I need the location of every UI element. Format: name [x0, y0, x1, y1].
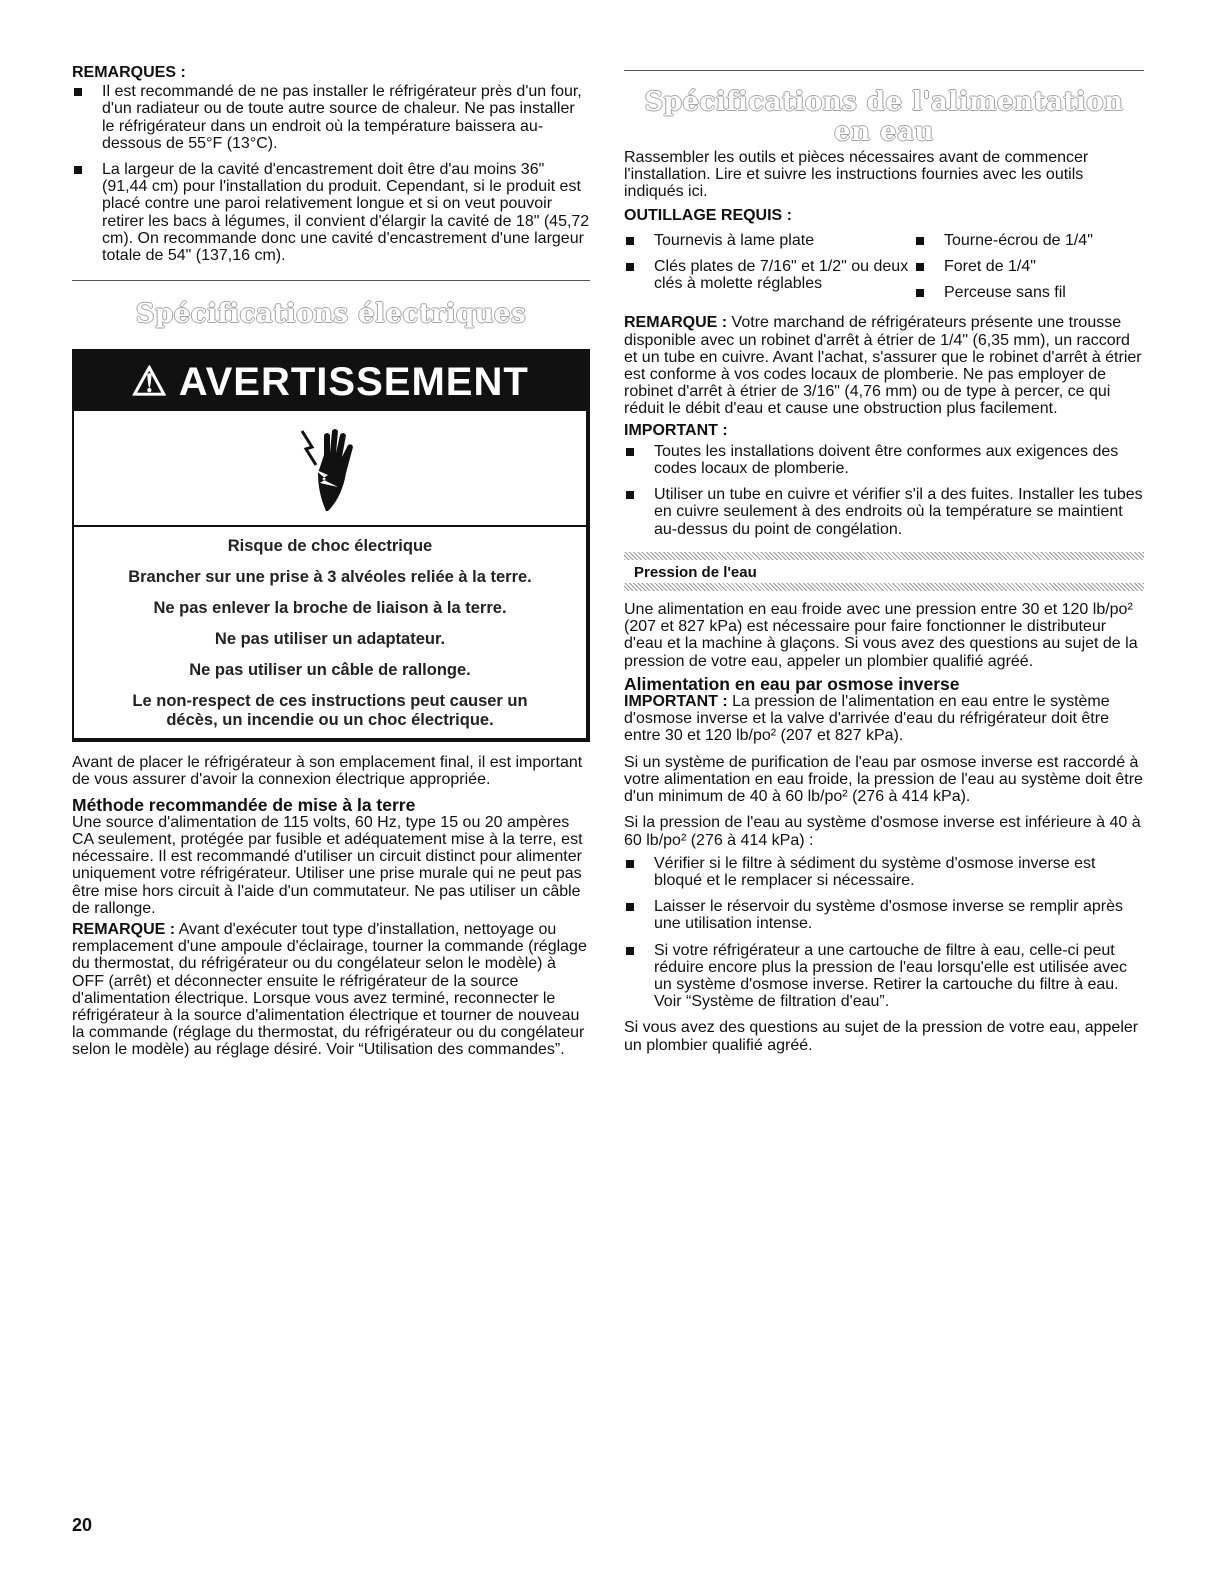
grounding-text: Une source d'alimentation de 115 volts, 60 Hz, type 15 ou 20 ampères CA seulement, protégée par fusible et adéquatement mise à la terre, est nécessaire. Il est recommandé d'utiliser un circuit distinct pour alimenter uniquement votre réfrigérateur. Utiliser une prise murale qui ne peut pas être mise hors circuit à l'aide d'un commutateur. Ne pas utiliser un câble de rallonge. [72, 813, 583, 917]
list-item: Perceuse sans fil [914, 284, 1144, 301]
grounding-heading: Méthode recommandée de mise à la terre [72, 794, 416, 815]
section-divider [624, 70, 1144, 71]
list-item: Tourne-écrou de 1/4" [914, 232, 1144, 249]
right-column [624, 64, 1144, 1054]
warning-header [74, 351, 586, 411]
hatch-divider [624, 583, 1144, 591]
osmose-important-label: IMPORTANT : [624, 693, 728, 711]
remarque-label: REMARQUE : [72, 921, 176, 939]
list-item: Vérifier si le filtre à sédiment du système d'osmose inverse est bloqué et le remplacer si nécessaire. [624, 855, 1144, 889]
electric-shock-icon [74, 411, 586, 527]
list-item: Il est recommandé de ne pas installer le réfrigérateur près d'un four, d'un radiateur ou de toute autre source de chaleur. Ne pas installer le réfrigérateur dans un endroit où la température baissera au-dessous de 55°F (13°C). [72, 83, 590, 152]
tools-label: OUTILLAGE REQUIS : [624, 206, 792, 224]
list-item: Laisser le réservoir du système d'osmose inverse se remplir après une utilisation intense. [624, 898, 1144, 932]
remarque-label: REMARQUE : [624, 314, 728, 332]
osmose-important-text: La pression de l'alimentation en eau entre le système d'osmose inverse et la valve d'arrivée d'eau du réfrigérateur doit être entre 30 et 120 lb/po² (207 et 827 kPa). [624, 693, 1110, 745]
water-intro: Rassembler les outils et pièces nécessaires avant de commencer l'installation. Lire et suivre les instructions fournies avec les outils indiqués ici. [624, 149, 1089, 201]
remarque-paragraph [624, 314, 1144, 417]
remarques-list [72, 83, 590, 264]
important-label: IMPORTANT : [624, 421, 728, 439]
warning-header-text: AVERTISSEMENT [178, 360, 529, 405]
remarques-label: REMARQUES : [72, 64, 186, 81]
list-item: Clés plates de 7/16" et 1/2" ou deux clés à molette réglables [624, 258, 914, 292]
closing-paragraph: Si vous avez des questions au sujet de la pression de votre eau, appeler un plombier qualifié agréé. [624, 1019, 1139, 1054]
warning-line: Risque de choc électrique [227, 537, 433, 556]
osmose-paragraph: Si la pression de l'eau au système d'osmose inverse est inférieure à 40 à 60 lb/po² (276 à 414 kPa) : [624, 814, 1141, 849]
remarque-paragraph [72, 921, 590, 1059]
osmose-important [624, 693, 1144, 745]
pression-text: Une alimentation en eau froide avec une pression entre 30 et 120 lb/po² (207 et 827 kPa) est nécessaire pour faire fonctionner le distributeur d'eau et la machine à glaçons. Si vous avez des questions au sujet de la pression de votre eau, appeler un plombier qualifié agréé. [624, 601, 1138, 670]
warning-line: Ne pas utiliser un adaptateur. [214, 630, 446, 649]
hatch-divider [624, 552, 1144, 560]
warning-line: Brancher sur une prise à 3 alvéoles reliée à la terre. [128, 568, 532, 587]
warning-line: Le non-respect de ces instructions peut causer un décès, un incendie ou un choc électrique. [132, 692, 528, 730]
remarque-text: Avant d'exécuter tout type d'installation, nettoyage ou remplacement d'une ampoule d'éclairage, tourner la commande (réglage du thermostat, du réfrigérateur ou du congélateur selon le modèle) à OFF (arrêt) et déconnecter ensuite le réfrigérateur de la source d'alimentation électrique. Lorsque vous avez terminé, reconnecter le réfrigérateur à la source d'alimentation électrique et tourner de nouveau la commande (réglage du thermostat, du réfrigérateur ou du congélateur selon le modèle) au réglage désiré. Voir “Utilisation des commandes”. [72, 921, 587, 1059]
list-item: Utiliser un tube en cuivre et vérifier s'il a des fuites. Installer les tubes en cuivre seulement à des endroits où la température se maintient au-dessus du point de congélation. [624, 486, 1144, 538]
osmose-list [624, 855, 1144, 1011]
list-item: Si votre réfrigérateur a une cartouche de filtre à eau, celle-ci peut réduire encore plus la pression de l'eau lorsqu'elle est utilisée avec un système d'osmose inverse. Retirer la cartouche du filtre à eau. Voir “Système de filtration d'eau”. [624, 942, 1144, 1011]
section-divider [72, 280, 590, 281]
electrical-intro: Avant de placer le réfrigérateur à son emplacement final, il est important de vous assurer d'avoir la connexion électrique appropriée. [72, 754, 583, 789]
list-item: Foret de 1/4" [914, 258, 1144, 275]
warning-triangle-icon: ⚠ [131, 360, 169, 405]
warning-line: Ne pas enlever la broche de liaison à la terre. [153, 599, 507, 618]
warning-line: Ne pas utiliser un câble de rallonge. [189, 661, 471, 680]
pression-heading: Pression de l'eau [634, 563, 757, 581]
left-column [72, 64, 590, 1059]
warning-box [72, 349, 590, 742]
list-item: Tournevis à lame plate [624, 232, 914, 249]
list-item: La largeur de la cavité d'encastrement doit être d'au moins 36" (91,44 cm) pour l'installation du produit. Cependant, si le produit est placé contre une paroi relativement longue et si on veut pouvoir retirer les bacs à légumes, il convient d'élargir la cavité de 18" (45,72 cm). On recommande donc une cavité d'encastrement d'une largeur totale de 54" (137,16 cm). [72, 161, 590, 264]
page-number: 20 [72, 1515, 93, 1535]
remarque-text: Votre marchand de réfrigérateurs présente une trousse disponible avec un robinet d'arrêt à étrier de 1/4" (6,35 mm), un raccord et un tube en cuivre. Avant l'achat, s'assurer que le robinet d'arrêt à étrier est conforme à vos codes locaux de plomberie. Ne pas employer de robinet d'arrêt à étrier de 3/16" (4,76 mm) ou de type à percer, ce qui réduit le débit d'eau et cause une obstruction plus facilement. [624, 314, 1142, 418]
section-title-electrical: Spécifications électriques [135, 299, 527, 330]
important-list [624, 443, 1144, 538]
section-title-water: Spécifications de l'alimentation en eau [644, 87, 1124, 147]
tools-list [624, 232, 1144, 311]
osmose-heading: Alimentation en eau par osmose inverse [624, 673, 960, 694]
osmose-paragraph: Si un système de purification de l'eau par osmose inverse est raccordé à votre alimentation en eau froide, la pression de l'eau au système doit être d'un minimum de 40 à 60 lb/po² (276 à 414 kPa). [624, 753, 1143, 806]
warning-text [74, 527, 586, 738]
list-item: Toutes les installations doivent être conformes aux exigences des codes locaux de plomberie. [624, 443, 1144, 477]
